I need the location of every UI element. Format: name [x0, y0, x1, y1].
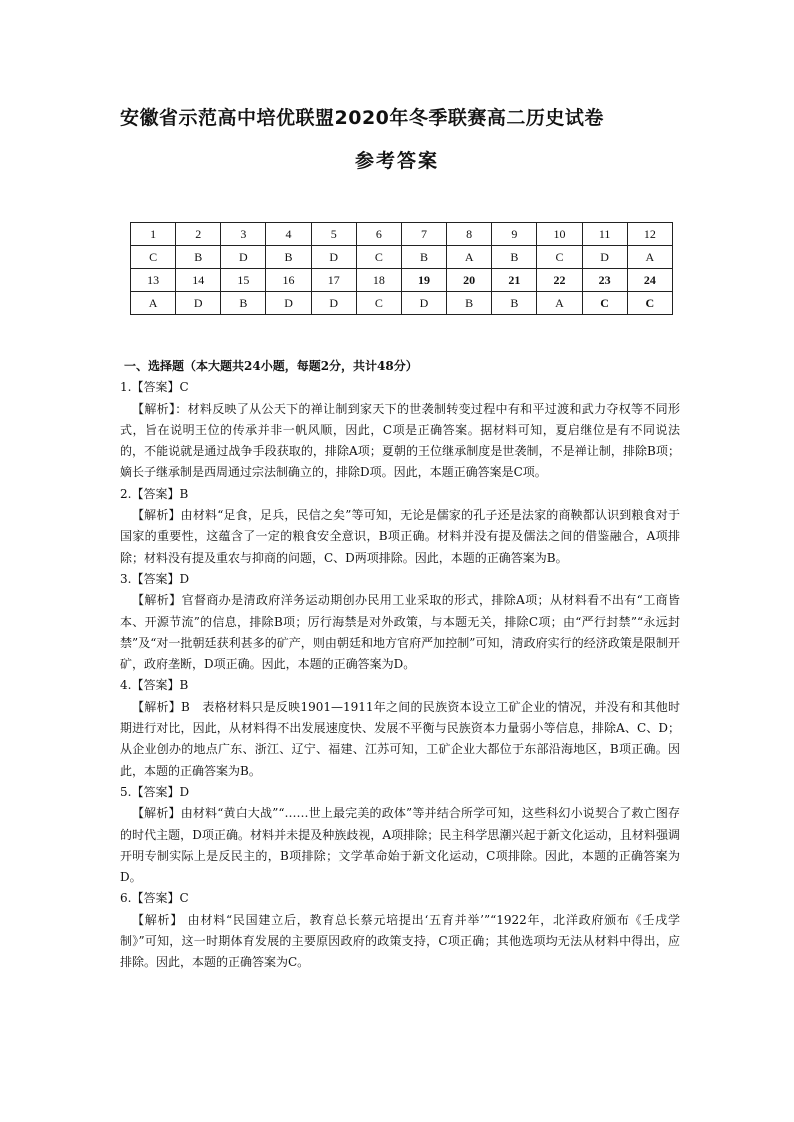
table-cell: 2 — [176, 223, 221, 246]
table-cell: 11 — [582, 223, 627, 246]
table-cell: 5 — [311, 223, 356, 246]
list-item — [120, 675, 680, 781]
list-item — [120, 569, 680, 675]
table-cell: D — [582, 246, 627, 269]
table-row — [131, 246, 673, 269]
table-cell: 6 — [356, 223, 401, 246]
table-row — [131, 269, 673, 292]
table-cell: D — [311, 246, 356, 269]
table-cell: C — [582, 292, 627, 315]
list-item — [120, 484, 680, 569]
table-cell: 10 — [537, 223, 582, 246]
list-item — [120, 782, 680, 888]
table-row — [131, 292, 673, 315]
answer-label: 4.【答案】B — [120, 678, 189, 693]
table-cell: 8 — [447, 223, 492, 246]
table-cell: 9 — [492, 223, 537, 246]
table-cell: 20 — [447, 269, 492, 292]
table-cell: C — [356, 292, 401, 315]
page-subtitle: 参考答案 — [354, 150, 439, 172]
table-cell: 21 — [492, 269, 537, 292]
answer-label: 1.【答案】C — [120, 380, 189, 395]
table-cell: C — [356, 246, 401, 269]
table-cell: 3 — [221, 223, 266, 246]
table-cell: C — [537, 246, 582, 269]
table-cell: B — [492, 292, 537, 315]
analysis-paragraph: 【解析】B 表格材料只是反映1901—1911年之间的民族资本设立工矿企业的情况，并没有和其他时期进行对比，因此，从材料得不出发展速度快、发展不平衡与民族资本力量弱小等信息，排除A、C、D；从企业创办的地点广东、浙江、辽宁、福建、江苏可知，工矿企业大都位于东部沿海地区，B项正确。因此，本题的正确答案为B。 — [120, 699, 680, 778]
list-item — [120, 888, 680, 973]
table-cell: C — [627, 292, 672, 315]
page-title: 安徽省示范高中培优联盟2020年冬季联赛高二历史试卷 — [120, 107, 604, 129]
table-cell: D — [311, 292, 356, 315]
table-cell: D — [176, 292, 221, 315]
table-cell: C — [131, 246, 176, 269]
list-item — [120, 377, 680, 483]
table-cell: A — [131, 292, 176, 315]
analysis-paragraph: 【解析】由材料“黄白大战”“……世上最完美的政体”等并结合所学可知，这些科幻小说契合了救亡图存的时代主题，D项正确。材料并未提及种族歧视，A项排除；民主科学思潮兴起于新文化运动，且材料强调开明专制实际上是反民主的，B项排除；文学革命始于新文化运动，C项排除。因此，本题的正确答案为D。 — [120, 806, 680, 885]
table-cell: D — [221, 246, 266, 269]
table-cell: A — [537, 292, 582, 315]
table-cell: B — [492, 246, 537, 269]
table-cell: 22 — [537, 269, 582, 292]
table-cell: B — [447, 292, 492, 315]
answer-label: 3.【答案】D — [120, 571, 190, 586]
analysis-paragraph: 【解析】：材料反映了从公天下的禅让制到家天下的世袭制转变过程中有和平过渡和武力夺权等不同形式，旨在说明王位的传承并非一帆风顺，因此，C项是正确答案。据材料可知，夏启继位是有不同说法的，不能说就是通过战争手段获取的，排除A项；夏朝的王位继承制度是世袭制，不是禅让制，排除B项；嫡长子继承制是西周通过宗法制确立的，排除D项。因此，本题正确答案是C项。 — [120, 401, 680, 480]
section-heading: 一、选择题（本大题共24小题，每题2分，共计48分） — [124, 359, 418, 373]
answer-explanations — [120, 356, 680, 974]
analysis-paragraph: 【解析】 由材料“民国建立后，教育总长蔡元培提出‘五育并举’”“1922年，北洋政府颁布《壬戌学制》”可知，这一时期体育发展的主要原因政府的政策支持，C项正确；其他选项均无法从材料中得出，应排除。因此，本题的正确答案为C。 — [120, 912, 680, 970]
table-cell: 14 — [176, 269, 221, 292]
table-cell: B — [176, 246, 221, 269]
table-cell: B — [401, 246, 446, 269]
table-cell: 24 — [627, 269, 672, 292]
table-cell: 12 — [627, 223, 672, 246]
table-cell: 4 — [266, 223, 311, 246]
table-cell: 18 — [356, 269, 401, 292]
table-cell: D — [401, 292, 446, 315]
analysis-paragraph: 【解析】由材料“足食，足兵，民信之矣”等可知，无论是儒家的孔子还是法家的商鞅都认识到粮食对于国家的重要性，这蕴含了一定的粮食安全意识，B项正确。材料并没有提及儒法之间的借鉴融合，A项排除；材料没有提及重农与抑商的问题，C、D两项排除。因此，本题的正确答案为B。 — [120, 508, 680, 565]
table-cell: B — [266, 246, 311, 269]
table-cell: B — [221, 292, 266, 315]
table-cell: 16 — [266, 269, 311, 292]
table-cell: 17 — [311, 269, 356, 292]
table-cell: 1 — [131, 223, 176, 246]
answer-label: 6.【答案】C — [120, 891, 189, 906]
analysis-paragraph: 【解析】官督商办是清政府洋务运动期创办民用工业采取的形式，排除A项；从材料看不出有“工商皆本、开源节流”的信息，排除B项；厉行海禁是对外政策，与本题无关，排除C项；由“严行封禁”“永远封禁”及“对一批朝廷获利甚多的矿产，则由朝廷和地方官府严加控制”可知，清政府实行的经济政策是限制开矿，政府垄断，D项正确。因此，本题的正确答案为D。 — [120, 593, 680, 672]
table-row — [131, 223, 673, 246]
table-cell: 23 — [582, 269, 627, 292]
answer-table — [130, 222, 673, 315]
answer-label: 2.【答案】B — [120, 486, 189, 501]
table-cell: 7 — [401, 223, 446, 246]
answer-label: 5.【答案】D — [120, 784, 190, 799]
table-cell: A — [627, 246, 672, 269]
table-cell: 15 — [221, 269, 266, 292]
table-cell: 19 — [401, 269, 446, 292]
table-cell: A — [447, 246, 492, 269]
table-cell: D — [266, 292, 311, 315]
table-cell: 13 — [131, 269, 176, 292]
